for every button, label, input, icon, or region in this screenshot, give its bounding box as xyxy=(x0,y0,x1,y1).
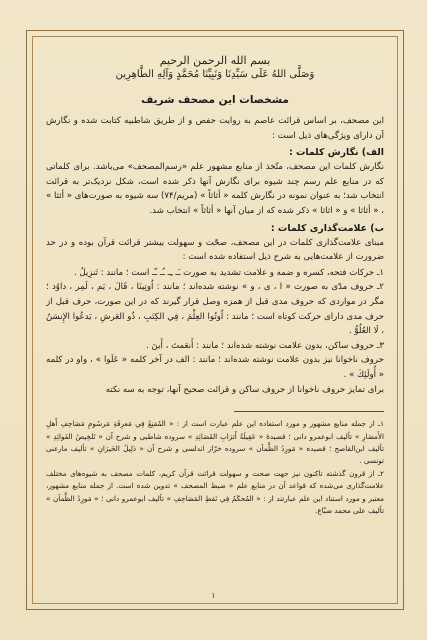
list-item: برای تمایز حروف ناخوانا از حروف ساکن و قرائت صحیح آنها، توجه به سه نکته xyxy=(105,384,384,395)
section-heading-marking: ب) علامت‌گذاری کلمات : xyxy=(270,222,384,234)
list-item: ۱ـ حرکات فتحه، کسره و ضمه و علامت تشدید به صورت ـَـ ـِـ ـُـ ـّـ است ؛ مانند : تَنزِيلُ . xyxy=(73,267,384,278)
footnote: ۱ـ از جمله منابع مشهور و مورد استفاده این علم عبارت است از : « المُقنِعُ فِي مَعرِفَةِ مَرسُومِ مَصَاحِفِ أَهلِ الأَمصَارِ » تألیف ابوعمرو دانی ؛ قصیدهٔ « عَقِيلَةُ أَترَابِ القَصَائِدِ » سروده شاطبی و شرح آن « تَلخِيصُ الفَوائِدِ » تألیف ابن‌القاصح ؛ قصیده « مَورِدُ الظَّمآن » سروده خرّاز اندلسی و شرح آن « دَلِيلُ الحَيرَانِ » تألیف مارغنی تونسی . xyxy=(46,419,384,466)
page-title: مشخصات این مصحف شریف xyxy=(141,94,289,106)
basmala-calligraphy: بسم الله الرحمن الرحيم xyxy=(159,54,271,67)
section-heading-writing: الف) نگارش کلمات : xyxy=(288,147,384,159)
footnote-divider xyxy=(234,411,384,412)
list-item: ۲ـ حروف مدّی به صورت « ا ، ی ، و » نوشته شده‌اند ؛ مانند : اُوتِينَا ، قَالَ ، یَم ، لَمِر ، داوُد ؛ مگر در مواردی که حروف مدی قبل از همزه وصل قرار گیرند که در این صورت، حرف قبل از حرف مدی دارای حرکت کوتاه است ؛ مانند : اُوتُوا العِلْمَ ، فِي الكِتَبِ ، ذُو العَرشِ ، يَدعُوا الإِنسَنُ ، لَا العُلُوُّ . xyxy=(46,282,384,337)
footnote: ۲ـ از قرون گذشته تاکنون نیز جهت صحت و سهولت قرائت قرآن کریم، کلمات مصحف به شیوه‌های مختلف علامت‌گذاری می‌شده که قواعد آن در منابع علم « ضبط المصحف » تدوین شده است. از جمله منابع مشهور، معتبر و مورد استناد این علم عبارتند از : « المُحكَمُ فِي نَقطِ المَصَاحِفِ » تألیف ابوعمرو دانی ؛ « مَورِدُ الظَّمآن » تألیف علی محمد ضبّاع. xyxy=(46,468,384,515)
salawat-calligraphy: وَصَلَّى اللهُ عَلَى سَيِّدِنَا وَنَبِيِّنَا مُحَمَّدٍ وَآلِهِ الطَّاهِرِين xyxy=(115,69,315,80)
list-item: ۳ـ حروف ساکن، بدون علامت نوشته شده‌اند ؛ مانند : أَنعَمتَ ، أَينَ . xyxy=(146,340,384,351)
section-paragraph: نگارش کلمات این مصحف، متّخذ از منابع مشهور علم «رسم‌المصحف» می‌باشد. برای کلماتی که در منابع علم رسم چند شیوه برای نگارش آنها ذکر شده است، شکل نزدیک‌تر به قرائت انتخاب شد؛ به عنوان نمونه در نگارش کلمه « أثاثاً » (مریم/۷۴) سه شیوه به صورت‌های « أثثا » ، « أثاثا » و « اثاثا » ذکر شده که از میان آنها « أثاثاً » انتخاب شد. xyxy=(46,162,384,216)
intro-paragraph: این مصحف، بر اساس قرائت عاصم به روایت حفص و از طریق شاطبیه کتابت شده و نگارش آن دارای ویژگی‌های ذیل است : xyxy=(46,116,384,141)
section-marking xyxy=(46,221,384,398)
section-paragraph: مبنای علامت‌گذاری کلمات در این مصحف، صحّت و سهولت بیشتر قرائت قرآن بوده و در حد ضرورت از علامت‌هایی به شرح ذیل استفاده شده است : xyxy=(46,237,384,263)
section-writing xyxy=(46,145,384,218)
list-item: حروف ناخوانا نیز بدون علامت نوشته شده‌اند ؛ مانند : الف در آخر کلمه « عَلَوا » ، واو در کلمه « أُولَئِكَ » . xyxy=(46,355,384,380)
page-number: ۱ xyxy=(211,591,216,600)
page-content xyxy=(46,48,384,596)
